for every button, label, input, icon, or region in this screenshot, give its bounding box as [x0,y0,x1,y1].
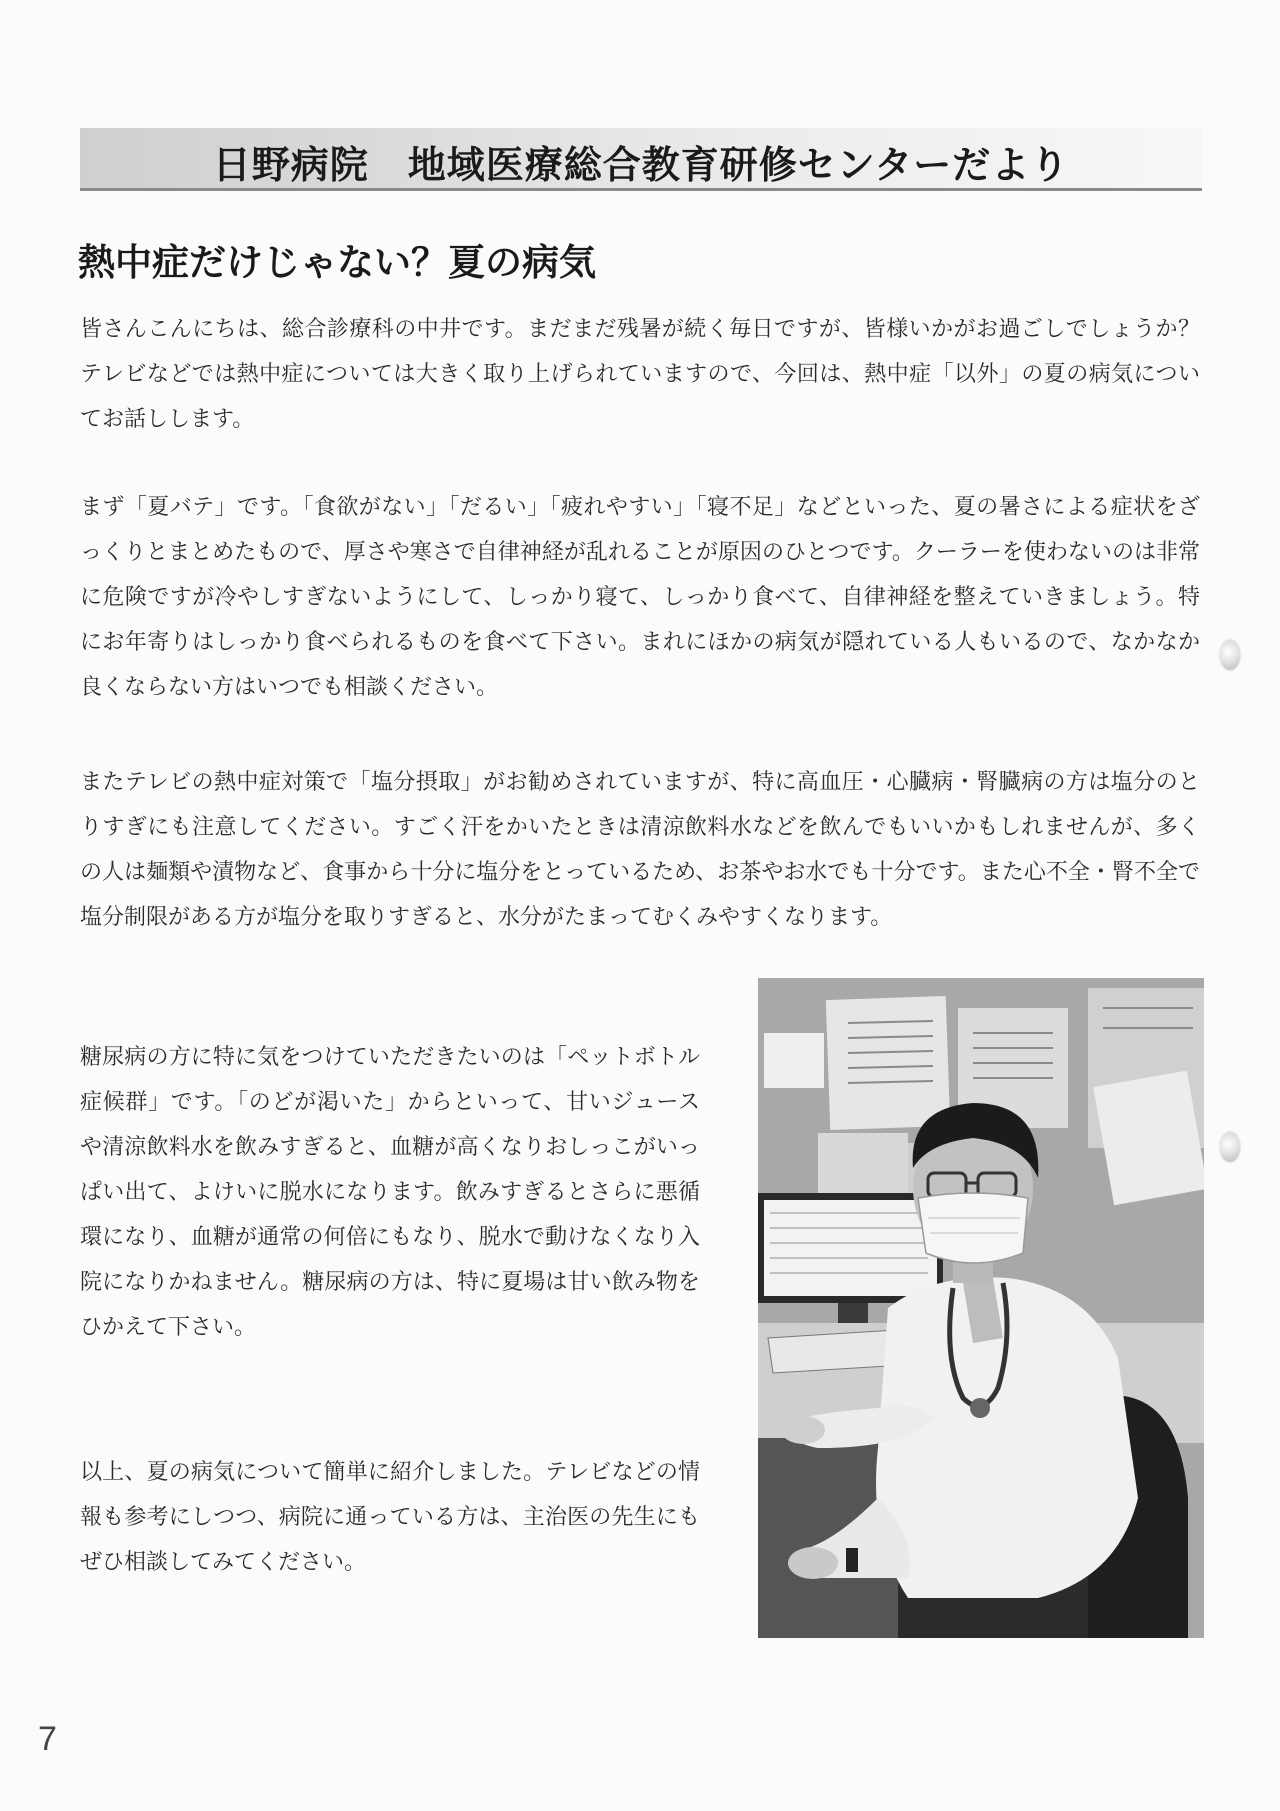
header-band [80,128,1202,191]
page-number: 7 [38,1720,57,1758]
paragraph-petbottle: 糖尿病の方に特に気をつけていただきたいのは「ペットボトル症候群」です。「のどが渇いた」からといって、甘いジュースや清涼飲料水を飲みすぎると、血糖が高くなりおしっこがいっぱい出て、よけいに脱水になります。飲みすぎるとさらに悪循環になり、血糖が通常の何倍にもなり、脱水で動けなくなり入院になりかねません。糖尿病の方は、特に夏場は甘い飲み物をひかえて下さい。 [80,1045,700,1340]
newsletter-title: 日野病院 地域医療総合教育研修センターだより [212,143,1070,187]
paragraph-closing: 以上、夏の病気について簡単に紹介しました。テレビなどの情報も参考にしつつ、病院に通っている方は、主治医の先生にもぜひ相談してみてください。 [80,1460,700,1575]
article-title: 熱中症だけじゃない？夏の病気 [78,240,596,284]
binder-hole [1220,640,1240,670]
paragraph-natsubate: まず「夏バテ」です。「食欲がない」「だるい」「疲れやすい」「寝不足」などといった、夏の暑さによる症状をざっくりとまとめたもので、厚さや寒さで自律神経が乱れることが原因のひとつです。クーラーを使わないのは非常に危険ですが冷やしすぎないようにして、しっかり寝て、しっかり食べて、自律神経を整えていきましょう。特にお年寄りはしっかり食べられるものを食べて下さい。まれにほかの病気が隠れている人もいるので、なかなか良くならない方はいつでも相談ください。 [80,495,1200,700]
paragraph-intro: 皆さんこんにちは、総合診療科の中井です。まだまだ残暑が続く毎日ですが、皆様いかがお過ごしでしょうか？テレビなどでは熱中症については大きく取り上げられていますので、今回は、熱中症「以外」の夏の病気についてお話しします。 [80,317,1200,432]
paragraph-salt: またテレビの熱中症対策で「塩分摂取」がお勧めされていますが、特に高血圧・心臓病・腎臓病の方は塩分のとりすぎにも注意してください。すごく汗をかいたときは清涼飲料水などを飲んでもいいかもしれませんが、多くの人は麺類や漬物など、食事から十分に塩分をとっているため、お茶やお水でも十分です。また心不全・腎不全で塩分制限がある方が塩分を取りすぎると、水分がたまってむくみやすくなります。 [80,770,1200,930]
doctor-photo [758,978,1204,1638]
binder-hole [1220,1132,1240,1162]
